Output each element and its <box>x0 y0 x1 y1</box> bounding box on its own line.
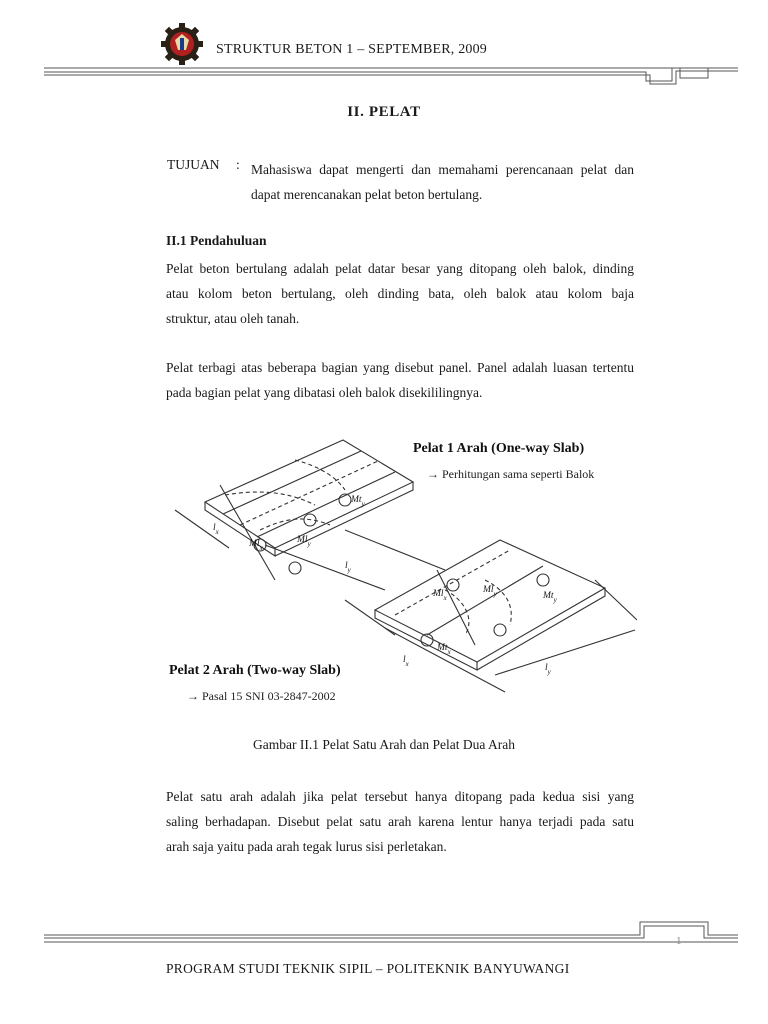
one-way-mlx-text: Ml <box>249 539 260 549</box>
one-way-mlx-label: $Ml_x$ <box>249 539 263 552</box>
header-rule <box>0 62 768 102</box>
two-way-mly-text: Ml <box>483 585 494 595</box>
header-title: STRUKTUR BETON 1 – SEPTEMBER, 2009 <box>216 42 488 57</box>
paragraph-3-line: saling berhadapan. Disebut pelat satu arah karena lentur hanya terjadi pada satu <box>166 814 634 829</box>
one-way-lx-label: $l_x$ <box>213 523 219 536</box>
tujuan-line-1: Mahasiswa dapat mengerti dan memahami perencanaan pelat dan <box>251 162 634 177</box>
one-way-mty-text: Mt <box>351 495 362 505</box>
one-way-mly-label: $Ml_y$ <box>297 535 311 548</box>
footer-text: PROGRAM STUDI TEKNIK SIPIL – POLITEKNIK BANYUWANGI <box>166 961 570 976</box>
two-way-mtx-text: Mt <box>437 643 448 653</box>
two-way-mtx-label: $Mt_x$ <box>437 643 451 656</box>
one-way-lx-text: l <box>213 523 216 533</box>
one-way-slab-drawing <box>175 440 445 590</box>
one-way-ly-text: l <box>345 561 348 571</box>
one-way-slab-title: Pelat 1 Arah (One-way Slab) <box>413 441 585 456</box>
two-way-slab-title: Pelat 2 Arah (Two-way Slab) <box>169 663 341 678</box>
two-way-ly-text: l <box>545 663 548 673</box>
two-way-mty-label: $Mt_y$ <box>543 591 557 604</box>
tujuan-label: TUJUAN <box>167 157 220 172</box>
one-way-mty-label: $Mt_y$ <box>351 495 365 508</box>
slab-figure <box>165 430 637 712</box>
section-heading: II.1 Pendahuluan <box>166 233 267 248</box>
two-way-lx-text: l <box>403 655 406 665</box>
paragraph-2-line: pada bagian pelat yang dibatasi oleh balok disekililingnya. <box>166 385 483 400</box>
page-title: II. PELAT <box>347 104 421 120</box>
paragraph-3-line: Pelat satu arah adalah jika pelat tersebut hanya ditopang pada kedua sisi yang <box>166 789 634 804</box>
two-way-ly-label: $l_y$ <box>545 663 551 676</box>
two-way-slab-drawing <box>345 540 637 692</box>
two-way-mlx-text: Ml <box>433 589 444 599</box>
two-way-lx-label: $l_x$ <box>403 655 409 668</box>
page-number: 1 <box>676 935 682 947</box>
paragraph-1-line: struktur, atau oleh tanah. <box>166 311 300 326</box>
footer-rule <box>0 920 768 960</box>
figure-caption: Gambar II.1 Pelat Satu Arah dan Pelat Dua Arah <box>252 737 516 752</box>
paragraph-1 <box>166 256 634 331</box>
two-way-slab-note: → Pasal 15 SNI 03-2847-2002 <box>187 689 336 703</box>
tujuan-line-2: dapat merencanakan pelat beton bertulang. <box>251 187 483 202</box>
paragraph-2 <box>166 355 634 405</box>
one-way-slab-note: → Perhitungan sama seperti Balok <box>427 467 595 481</box>
paragraph-1-line: atau kolom beton bertulang, oleh dinding bata, oleh balok atau kolom baja <box>166 286 634 301</box>
one-way-mly-text: Ml <box>297 535 308 545</box>
institution-gear-emblem-icon <box>160 22 204 66</box>
paragraph-1-line: Pelat beton bertulang adalah pelat datar besar yang ditopang oleh balok, dinding <box>166 261 634 276</box>
two-way-mlx-label: $Ml_x$ <box>433 589 447 602</box>
paragraph-3-line: arah saja yaitu pada arah tegak lurus sisi perletakan. <box>166 839 447 854</box>
two-way-mty-text: Mt <box>543 591 554 601</box>
paragraph-3 <box>166 784 634 859</box>
one-way-ly-label: $l_y$ <box>345 561 351 574</box>
tujuan-colon: : <box>236 157 240 172</box>
tujuan-text <box>251 157 634 207</box>
paragraph-2-line: Pelat terbagi atas beberapa bagian yang disebut panel. Panel adalah luasan tertentu <box>166 360 634 375</box>
two-way-mly-label: $Ml_y$ <box>483 585 497 598</box>
